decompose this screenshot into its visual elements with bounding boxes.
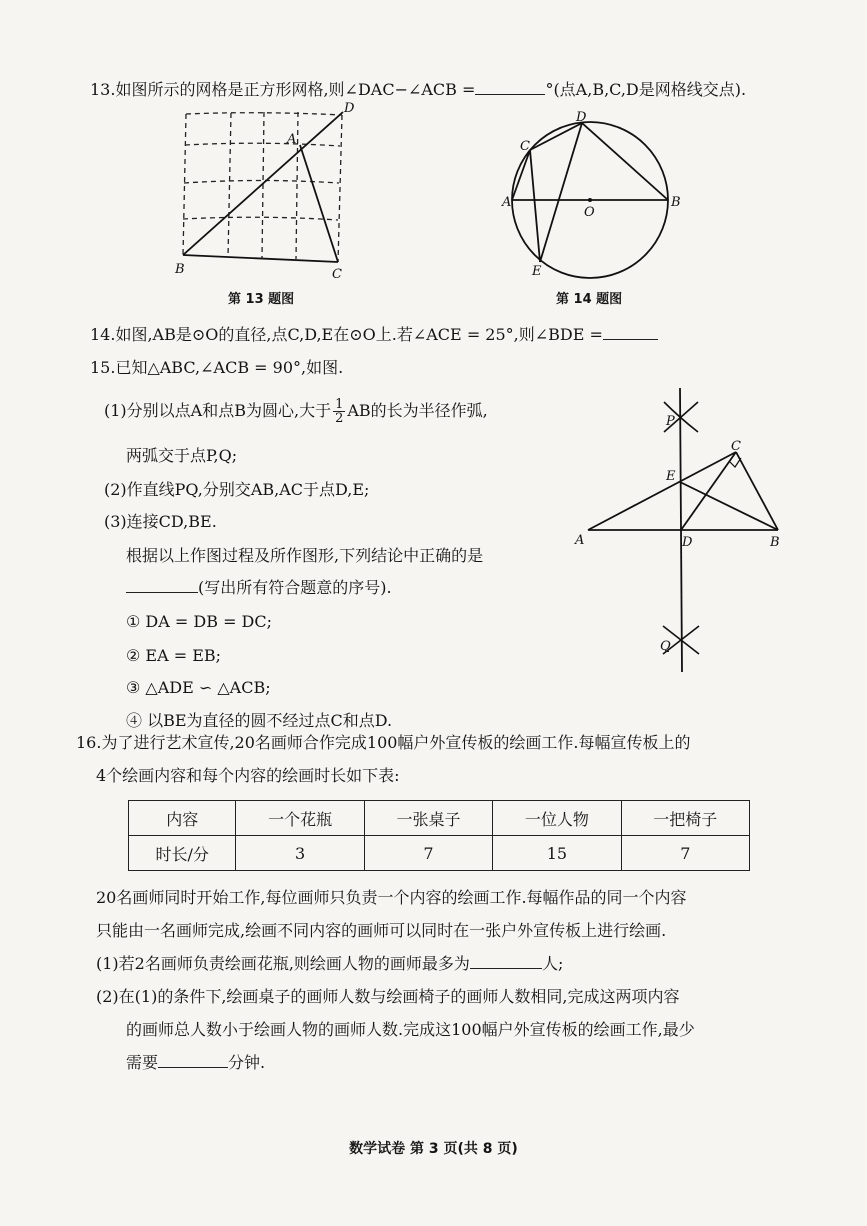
- q13-label-c: C: [332, 267, 342, 282]
- table-header-cell: 一张桌子: [364, 801, 492, 836]
- q16-sub-2c: [126, 1052, 265, 1074]
- q15-intro: 15.已知△ABC,∠ACB = 90°,如图.: [90, 358, 344, 377]
- q15-label-e: E: [666, 469, 676, 484]
- table-cell: 15: [493, 836, 621, 871]
- q16-sub2-tail: 分钟.: [228, 1053, 266, 1072]
- q15-label-a: A: [575, 533, 585, 548]
- q15-label-p: P: [666, 414, 675, 429]
- q15-step1-a: (1)分别以点A和点B为圆心,大于: [104, 401, 332, 420]
- q16-intro-2: 4个绘画内容和每个内容的绘画时长如下表:: [96, 766, 400, 785]
- q15-question: 根据以上作图过程及所作图形,下列结论中正确的是: [126, 546, 484, 565]
- q16-para-2: 只能由一名画师完成,绘画不同内容的画师可以同时在一张户外宣传板上进行绘画.: [96, 921, 667, 940]
- q16-table: [128, 800, 750, 871]
- q16-sub2-blank[interactable]: [158, 1052, 228, 1068]
- q15-frac-den: 2: [335, 411, 344, 426]
- q14-label-d: D: [576, 110, 587, 125]
- q15-frac-num: 1: [335, 397, 344, 412]
- q14-center-dot: [588, 198, 592, 202]
- q13-segment-bc: [183, 255, 338, 262]
- q15-step1: [104, 398, 488, 425]
- q15-option-4: ④ 以BE为直径的圆不经过点C和点D.: [126, 711, 393, 730]
- q14-circle: [512, 122, 668, 278]
- q15-step1-c: 两弧交于点P,Q;: [126, 446, 238, 465]
- q14-label-c: C: [520, 139, 530, 154]
- q15-segment-be: [680, 482, 778, 530]
- q14-chord-dc: [530, 123, 582, 150]
- q16-sub-1: [96, 953, 563, 975]
- q15-step1-b: AB的长为半径作弧,: [347, 401, 488, 420]
- table-header-cell: 一把椅子: [621, 801, 749, 836]
- q14-chord-ce: [530, 150, 540, 262]
- q13-label-d: D: [344, 101, 355, 116]
- q15-line-pq: [680, 388, 682, 672]
- q14-label-o: O: [584, 205, 595, 220]
- q13-caption: 第 13 题图: [228, 292, 295, 307]
- table-cell: 时长/分: [129, 836, 236, 871]
- q16-sub2-stem: 需要: [126, 1053, 159, 1072]
- table-row: [129, 801, 750, 836]
- q14-label-e: E: [532, 264, 542, 279]
- q15-label-d: D: [682, 535, 693, 550]
- table-cell: 7: [621, 836, 749, 871]
- q15-arc-q: [663, 626, 699, 654]
- q15-segment-cb: [736, 452, 778, 530]
- q14-caption: 第 14 题图: [556, 292, 623, 307]
- q15-option-2: ② EA = EB;: [126, 646, 222, 665]
- q15-fraction: [333, 398, 345, 425]
- q15-hint: (写出所有符合题意的序号).: [198, 578, 392, 597]
- q16-sub1-stem: (1)若2名画师负责绘画花瓶,则绘画人物的画师最多为: [96, 954, 470, 973]
- q15-step2: (2)作直线PQ,分别交AB,AC于点D,E;: [104, 480, 370, 499]
- q13-segment-ac: [300, 145, 338, 262]
- q14-chord-ac: [512, 150, 530, 200]
- q15-step3: (3)连接CD,BE.: [104, 512, 217, 531]
- table-row: [129, 836, 750, 871]
- table-cell: 3: [236, 836, 364, 871]
- q14-answer-blank[interactable]: [603, 324, 658, 340]
- q16-para-1: 20名画师同时开始工作,每位画师只负责一个内容的绘画工作.每幅作品的同一个内容: [96, 888, 687, 907]
- q14-label-b: B: [671, 195, 681, 210]
- q14-chord-db: [582, 123, 668, 200]
- q16-sub1-tail: 人;: [541, 954, 564, 973]
- q15-right-angle-mark: [729, 458, 741, 467]
- q15-answer-line: [126, 577, 392, 599]
- q15-option-1: ① DA = DB = DC;: [126, 612, 273, 631]
- q16-intro-1: 16.为了进行艺术宣传,20名画师合作完成100幅户外宣传板的绘画工作.每幅宣传板上的: [76, 733, 691, 752]
- q13-answer-blank[interactable]: [475, 79, 545, 95]
- q14-label-a: A: [502, 195, 512, 210]
- q15-arc-p: [664, 402, 698, 432]
- q14-stem: 14.如图,AB是⊙O的直径,点C,D,E在⊙O上.若∠ACE = 25°,则∠BDE =: [90, 325, 603, 344]
- page-footer: 数学试卷 第 3 页(共 8 页): [349, 1141, 518, 1157]
- q13-segment-bd: [183, 112, 343, 255]
- q13-stem-tail: °(点A,B,C,D是网格线交点).: [545, 80, 747, 99]
- q15-segment-cd: [681, 452, 736, 530]
- table-header-cell: 内容: [129, 801, 236, 836]
- q13-stem: 13.如图所示的网格是正方形网格,则∠DAC−∠ACB =: [90, 80, 476, 99]
- q13-label-a: A: [287, 132, 297, 147]
- q15-label-q: Q: [660, 639, 671, 654]
- q16-sub-2b: 的画师总人数小于绘画人物的画师人数.完成这100幅户外宣传板的绘画工作,最少: [126, 1020, 695, 1039]
- table-header-cell: 一个花瓶: [236, 801, 364, 836]
- table-header-cell: 一位人物: [493, 801, 621, 836]
- q15-option-3: ③ △ADE ∽ △ACB;: [126, 678, 271, 697]
- table-cell: 7: [364, 836, 492, 871]
- q14-chord-de: [540, 123, 582, 262]
- q15-label-b: B: [770, 535, 780, 550]
- q14-text: [90, 324, 658, 346]
- q16-sub1-blank[interactable]: [470, 953, 542, 969]
- q15-segment-ac: [588, 452, 736, 530]
- q13-label-b: B: [175, 262, 185, 277]
- q13-text: [90, 79, 746, 101]
- q15-label-c: C: [731, 439, 741, 454]
- q16-sub-2a: (2)在(1)的条件下,绘画桌子的画师人数与绘画椅子的画师人数相同,完成这两项内容: [96, 987, 680, 1006]
- q13-grid: [183, 112, 342, 262]
- q15-answer-blank[interactable]: [126, 577, 198, 593]
